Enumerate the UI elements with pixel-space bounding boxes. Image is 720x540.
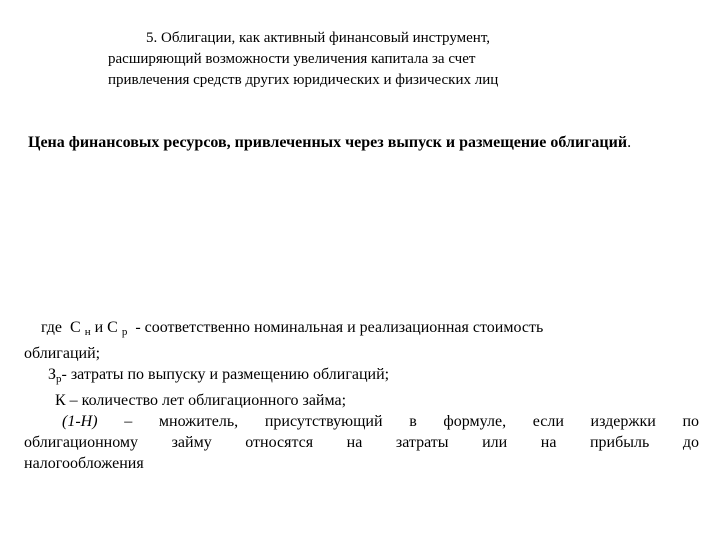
cn-letter: С xyxy=(70,319,81,336)
slide-heading xyxy=(108,28,608,91)
definition-cn-cp-continued: облигаций; xyxy=(24,345,101,362)
subtitle-line-2: облигаций xyxy=(550,134,628,151)
heading-line-2: расширяющий возможности увеличения капитала за счет xyxy=(108,51,476,67)
definition-zr xyxy=(24,364,699,390)
subtitle-block: Цена финансовых ресурсов, привлеченных через выпуск и размещение облигаций. xyxy=(28,134,632,151)
factor-term: (1-Н) xyxy=(62,413,98,430)
zr-description: - затраты по выпуску и размещению облигаций; xyxy=(61,366,390,383)
where-word: где xyxy=(41,319,63,336)
cp-subscript: р xyxy=(121,326,128,338)
cn-subscript: н xyxy=(84,326,91,338)
subtitle-line-1: Цена финансовых ресурсов, привлеченных через выпуск и размещение xyxy=(28,134,547,151)
heading-line-3: привлечения средств других юридических и физических лиц xyxy=(108,72,499,88)
cp-letter: С xyxy=(107,319,118,336)
definition-factor-line-2: облигационному займу относятся на затраты или на прибыль до xyxy=(24,434,699,451)
factor-description: – множитель, присутствующий в формуле, если издержки по xyxy=(124,413,700,430)
zr-letter: З xyxy=(48,366,57,383)
heading-line-1: 5. Облигации, как активный финансовый инструмент, xyxy=(146,30,491,46)
definitions-block xyxy=(24,317,699,474)
definition-k: К – количество лет облигационного займа; xyxy=(55,392,347,409)
zr-subscript: р xyxy=(56,373,62,385)
definition-cn-cp xyxy=(24,317,699,343)
definition-factor-line-3: налогообложения xyxy=(24,455,144,472)
cn-cp-description: - соответственно номинальная и реализационная стоимость xyxy=(135,319,544,336)
and-word: и xyxy=(94,319,104,336)
definition-factor xyxy=(24,411,699,432)
